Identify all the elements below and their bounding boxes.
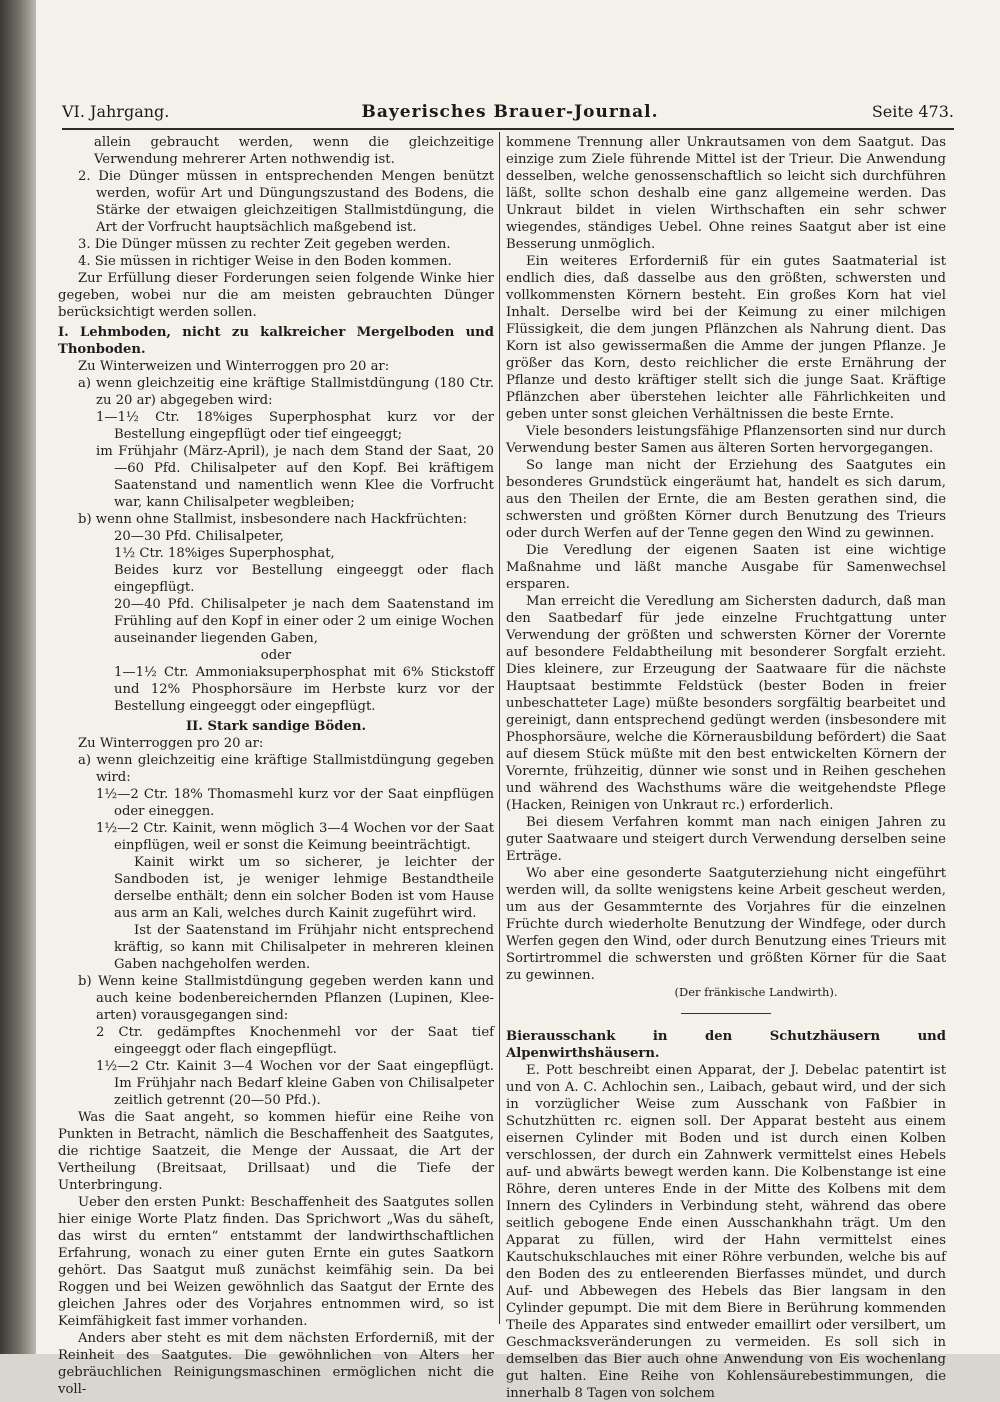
journal-page xyxy=(36,0,1000,1401)
conjunction: oder xyxy=(260,648,292,663)
page-number: Seite 473. xyxy=(871,102,954,121)
list-item: im Frühjahr (März-April), je nach dem Stand der Saat, 20—60 Pfd. Chilisalpeter auf den Kopf. Bei kräftigem Saatenstand und namentlich wenn Klee die Vorfrucht war, kann Chilisalpeter wegbleiben; xyxy=(96,444,494,510)
paragraph: kommene Trennung aller Unkrautsamen von dem Saatgut. Das einzige zum Ziele führende Mittel ist der Trieur. Die Anwendung desselben, welche genossenschaftlich so leicht sich durchführen läßt, sollte schon deshalb eine ganz allgemeine werden. Das Unkraut bildet in vielen Wirthschaften ein sehr schwer wiegendes, ständiges Uebel. Ohne reines Saatgut aber ist eine Besserung unmöglich. xyxy=(506,135,946,252)
paragraph: Ueber den ersten Punkt: Beschaffenheit des Saatgutes sollen hier einige Worte Platz finden. Das Sprichwort „Was du säheſt, das wirst du ernten“ entstammt der landwirthschaftlichen Erfahrung, wonach zu einer guten Ernte ein gutes Saatkorn gehört. Das Saatgut muß zunächst keimfähig sein. Da bei Roggen und bei Weizen gewöhnlich das Saatgut der Ernte des gleichen Jahres oder des Vorjahres entnommen wird, so ist Keimfähigkeit fast immer vorhanden. xyxy=(58,1195,494,1329)
list-item: 1½—2 Ctr. Kainit 3—4 Wochen vor der Saat eingepflügt. Im Frühjahr nach Bedarf kleine Gaben von Chilisalpeter zeitlich getrennt (20—50 Pfd.). xyxy=(96,1059,494,1108)
paragraph: Ein weiteres Erforderniß für ein gutes Saatmaterial ist endlich dies, daß dasselbe aus den größten, schwersten und vollkommensten Körnern besteht. Ein großes Korn hat viel Inhalt. Derselbe wird bei der Keimung zu einer milchigen Flüssigkeit, die dem jungen Pflänzchen als Nahrung dient. Das Korn ist also gewissermaßen die Amme der jungen Pflanze. Je größer das Korn, desto reichlicher die erste Ernährung der Pflanze und desto kräftiger stellt sich die junge Saat. Kräftige Pflänzchen aber überstehen leichter alle Fährlichkeiten und geben unter sonst gleichen Verhältnissen die beste Ernte. xyxy=(506,254,946,422)
paragraph: Man erreicht die Veredlung am Sichersten dadurch, daß man den Saatbedarf für jede einzelne Fruchtgattung unter Verwendung der größten und schwersten Körner der Vorernte auf besondere Feldabtheilung mit besonderer Sorgfalt erzieht. Dies kleinere, zur Erzeugung der Saatwaare für die nächste Hauptsaat bestimmte Feldstück (bester Boden in freier unbeschatteter Lage) müßte besonders sorgfältig bearbeitet und gereinigt, dann entsprechend gedüngt werden (insbesondere mit Phosphorsäure, welche die Körnerausbildung befördert) die Saat auf diesem Stück müßte mit den best entwickelten Körnern der Vorernte, frühzeitig, dünner wie sonst und in Reihen geschehen und während des Wachsthums wäre die weitgehendste Pflege (Hacken, Reinigen von Unkraut rc.) erforderlich. xyxy=(506,594,946,813)
right-column xyxy=(506,134,946,1401)
article-divider xyxy=(681,1013,771,1014)
list-item: 1—1½ Ctr. Ammoniaksuperphosphat mit 6% Stickstoff und 12% Phosphorsäure im Herbste kurz vor der Bestellung eingeeggt oder eingepflügt. xyxy=(114,665,494,714)
list-item: 20—30 Pfd. Chilisalpeter, xyxy=(114,529,285,544)
list-item: 1½ Ctr. 18%iges Superphosphat, xyxy=(114,546,335,561)
list-item: 4. Sie müssen in richtiger Weise in den Boden kommen. xyxy=(78,254,452,269)
list-item: 1½—2 Ctr. Kainit, wenn möglich 3—4 Wochen vor der Saat einpflügen, weil er sonst die Keimung beeinträchtigt. xyxy=(96,821,494,853)
list-item: b) wenn ohne Stallmist, insbesondere nach Hackfrüchten: xyxy=(78,512,468,527)
list-item: 3. Die Dünger müssen zu rechter Zeit gegeben werden. xyxy=(78,237,451,252)
paragraph: Ist der Saatenstand im Frühjahr nicht entsprechend kräftig, so kann mit Chilisalpeter in mehreren kleinen Gaben nachgeholfen werden. xyxy=(114,923,494,972)
column-divider xyxy=(499,132,500,1324)
page-header xyxy=(62,98,954,128)
section-heading: I. Lehmboden, nicht zu kalkreicher Mergelboden und Thonboden. xyxy=(58,325,494,357)
list-item: 1—1½ Ctr. 18%iges Superphosphat kurz vor der Bestellung eingepflügt oder tief eingeeggt; xyxy=(96,410,494,442)
paragraph: Anders aber steht es mit dem nächsten Erforderniß, mit der Reinheit des Saatgutes. Die gewöhnlichen von Alters her gebräuchlichen Reinigungsmaschinen ermöglichen nicht die voll- xyxy=(58,1331,494,1397)
left-column xyxy=(58,134,494,1397)
list-item: 1½—2 Ctr. 18% Thomasmehl kurz vor der Saat einpflügen oder eineggen. xyxy=(96,787,494,819)
paragraph: Kainit wirkt um so sicherer, je leichter der Sandboden ist, je weniger lehmige Bestandtheile derselbe enthält; denn ein solcher Boden ist vom Hause aus arm an Kali, welches durch Kainit zugeführt wird. xyxy=(114,855,494,921)
header-rule xyxy=(62,128,954,130)
list-item: 2. Die Dünger müssen in entsprechenden Mengen benützt werden, wofür Art und Düngungszustand des Bodens, die Stärke der etwaigen gleichzeitigen Stallmistdüngung, die Art der Vorfrucht hauptsächlich maßgebend ist. xyxy=(78,169,494,235)
list-item: a) wenn gleichzeitig eine kräftige Stallmistdüngung (180 Ctr. zu 20 ar) abgegeben wird: xyxy=(78,376,494,408)
paragraph: E. Pott beschreibt einen Apparat, der J. Debelac patentirt ist und von A. C. Achlochin sen., Laibach, gebaut wird, und der sich in vorzüglicher Weise zum Ausschank von Faßbier in Schutzhütten rc. eignen soll. Der Apparat besteht aus einem eisernen Cylinder mit Boden und ist durch einen Kolben verschlossen, der durch ein Zahnwerk vermittelst eines Hebels auf- und abwärts bewegt werden kann. Die Kolbenstange ist eine Röhre, deren unteres Ende in der Mitte des Kolbens mit dem Innern des Cylinders in Verbindung steht, während das obere seitlich gebogene Ende einen Ausschankhahn trägt. Um den Apparat zu füllen, wird der Hahn vermittelst eines Kautschukschlauches mit einer Röhre verbunden, welche bis auf den Boden des zu entleerenden Bierfasses mündet, und durch Auf- und Abbewegen des Hebels das Bier langsam in den Cylinder gepumpt. Die mit dem Biere in Berührung kommenden Theile des Apparates sind entweder emaillirt oder versilbert, um Geschmacksveränderungen zu vermeiden. Es soll sich in demselben das Bier auch ohne Anwendung von Eis wochenlang gut halten. Eine Reihe von Kohlensäurebestimmungen, die innerhalb 8 Tagen von solchem xyxy=(506,1063,946,1401)
paragraph: Die Veredlung der eigenen Saaten ist eine wichtige Maßnahme und läßt manche Ausgabe für Samenwechsel ersparen. xyxy=(506,543,946,592)
volume-label: VI. Jahrgang. xyxy=(62,102,170,121)
paragraph: Zur Erfüllung dieser Forderungen seien folgende Winke hier gegeben, wobei nur die am meisten gebrauchten Dünger berücksichtigt werden sollen. xyxy=(58,271,494,320)
paragraph: Zu Winterweizen und Winterroggen pro 20 ar: xyxy=(78,359,390,374)
list-item: 20—40 Pfd. Chilisalpeter je nach dem Saatenstand im Frühling auf den Kopf in einer oder 2 um einige Wochen auseinander liegenden Gaben, xyxy=(114,597,494,646)
book-spine-shadow xyxy=(0,0,36,1354)
paragraph: Bei diesem Verfahren kommt man nach einigen Jahren zu guter Saatwaare und steigert durch Verwendung derselben seine Erträge. xyxy=(506,815,946,864)
section-heading: II. Stark sandige Böden. xyxy=(185,719,367,734)
list-item: b) Wenn keine Stallmistdüngung gegeben werden kann und auch keine bodenbereichernden Pflanzen (Lupinen, Klee-arten) vorausgegangen sind: xyxy=(78,974,494,1023)
paragraph: allein gebraucht werden, wenn die gleichzeitige Verwendung mehrerer Arten nothwendig ist. xyxy=(94,135,494,167)
source-citation: (Der fränkische Landwirth). xyxy=(674,985,838,999)
paragraph: Viele besonders leistungsfähige Pflanzensorten sind nur durch Verwendung bester Samen aus älteren Sorten hervorgegangen. xyxy=(506,424,946,456)
list-item: a) wenn gleichzeitig eine kräftige Stallmistdüngung gegeben wird: xyxy=(78,753,494,785)
list-item: Beides kurz vor Bestellung eingeeggt oder flach eingepflügt. xyxy=(114,563,494,595)
paragraph: Wo aber eine gesonderte Saatguterziehung nicht eingeführt werden will, da sollte wenigstens keine Arbeit gescheut werden, um aus der Gesammternte des Vorjahres für die einzelnen Früchte durch wiederholte Benutzung der Windfege, oder durch Werfen gegen den Wind, oder durch Benutzung eines Trieurs mit Sortirtrommel die schwersten und größten Körner für die Saat zu gewinnen. xyxy=(506,866,946,983)
article-heading: Bierausschank in den Schutzhäusern und Alpenwirthshäusern. xyxy=(506,1029,946,1061)
paragraph: So lange man nicht der Erziehung des Saatgutes ein besonderes Grundstück eingeräumt hat, handelt es sich darum, aus den Theilen der Ernte, die am Besten gerathen sind, die schwersten und größten Körner durch Benutzung des Trieurs oder durch Werfen auf der Tenne gegen den Wind zu gewinnen. xyxy=(506,458,946,541)
list-item: 2 Ctr. gedämpftes Knochenmehl vor der Saat tief eingeeggt oder flach eingepflügt. xyxy=(96,1025,494,1057)
journal-title: Bayerisches Brauer-Journal. xyxy=(361,102,659,122)
paragraph: Zu Winterroggen pro 20 ar: xyxy=(78,736,264,751)
paragraph: Was die Saat angeht, so kommen hiefür eine Reihe von Punkten in Betracht, nämlich die Beschaffenheit des Saatgutes, die richtige Saatzeit, die Menge der Aussaat, die Art der Vertheilung (Breitsaat, Drillsaat) und die Tiefe der Unterbringung. xyxy=(58,1110,494,1193)
